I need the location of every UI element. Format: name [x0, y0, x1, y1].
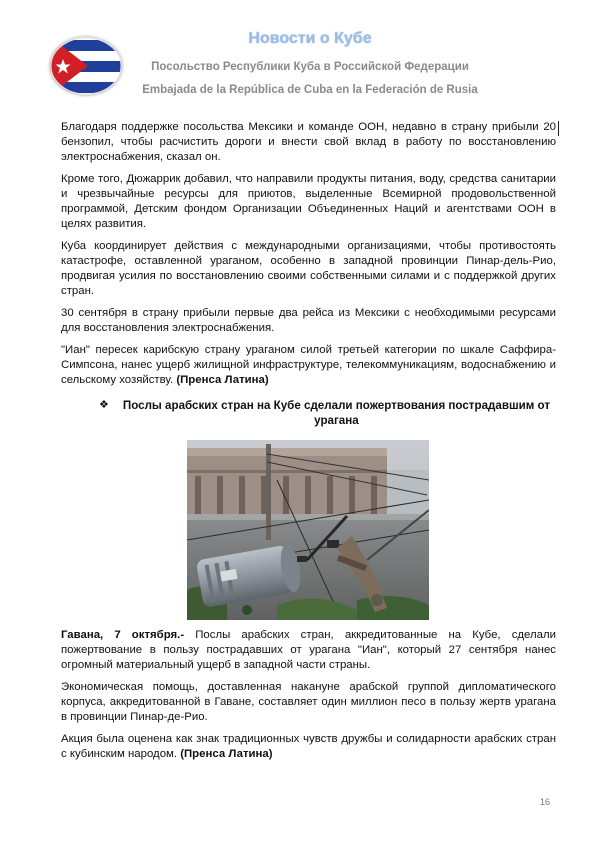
paragraph: Благодаря поддержке посольства Мексики и команде ООН, недавно в страну прибыли 20 бензопил, чтобы расчистить дороги и внести свой вклад в работу по восстановлению электроснабжения, сказал он. [61, 121, 556, 163]
paragraph [61, 628, 556, 673]
paragraph: 30 сентября в страну прибыли первые два рейса из Мексики с необходимыми ресурсами для восстановления электроснабжения. [61, 307, 556, 334]
paragraph: Кроме того, Дюжаррик добавил, что направили продукты питания, воду, средства санитарии и чрезвычайные ресурсы для приютов, выделенные Всемирной продовольственной программой, Детским фондом Организации Объединенных Наций и агентствами ООН в целях развития. [61, 173, 556, 230]
paragraph: Куба координирует действия с международными организациями, чтобы противостоять катастрофе, оставленной ураганом, особенно в западной провинции Пинар-дель-Рио, продвигая усилия по восстановлению своими собственными силами и с поддержкой других стран. [61, 240, 556, 297]
source-credit: (Пренса Латина) [180, 748, 273, 760]
paragraph [61, 343, 556, 388]
damaged-street-image [187, 440, 429, 620]
site-title: Новости о Кубе [248, 30, 372, 47]
article-headline [61, 398, 556, 428]
paragraph-text: Послы арабских стран, аккредитованные на Кубе, сделали пожертвование в пользу пострадавших от урагана "Иан", который 27 сентября нанес огромный материальный ущерб в западной части страны. [61, 629, 556, 671]
paragraph [61, 732, 556, 762]
hurricane-damage-photo [187, 440, 429, 620]
article-body [61, 120, 556, 769]
embassy-name-spanish: Embajada de la República de Cuba en la Federación de Rusia [142, 84, 478, 96]
page-header [0, 0, 601, 110]
source-credit: (Пренса Латина) [176, 374, 269, 386]
diamond-bullet-icon: ❖ [99, 399, 109, 411]
embassy-name-russian: Посольство Республики Куба в Российской Федерации [151, 61, 469, 73]
paragraph-text: "Иан" пересек карибскую страну ураганом силой третьей категории по шкале Саффира-Симпсона, нанес ущерб жилищной инфраструктуре, телекоммуникациям, водоснабжению и сельскому хозяйству. [61, 344, 556, 386]
page-number: 16 [540, 797, 551, 807]
dateline: Гавана, 7 октября.- [61, 629, 185, 641]
paragraph: Экономическая помощь, доставленная накануне арабской группой дипломатического корпуса, аккредитованной в Гаване, составляет один миллион песо в пользу жертв урагана в провинции Пинар-де-Рио. [61, 681, 556, 723]
text-cursor [558, 121, 559, 136]
headline-text: Послы арабских стран на Кубе сделали пожертвования пострадавшим от урагана [122, 399, 551, 427]
paragraph-text: Акция была оценена как знак традиционных чувств дружбы и солидарности арабских стран с кубинским народом. [61, 733, 556, 760]
